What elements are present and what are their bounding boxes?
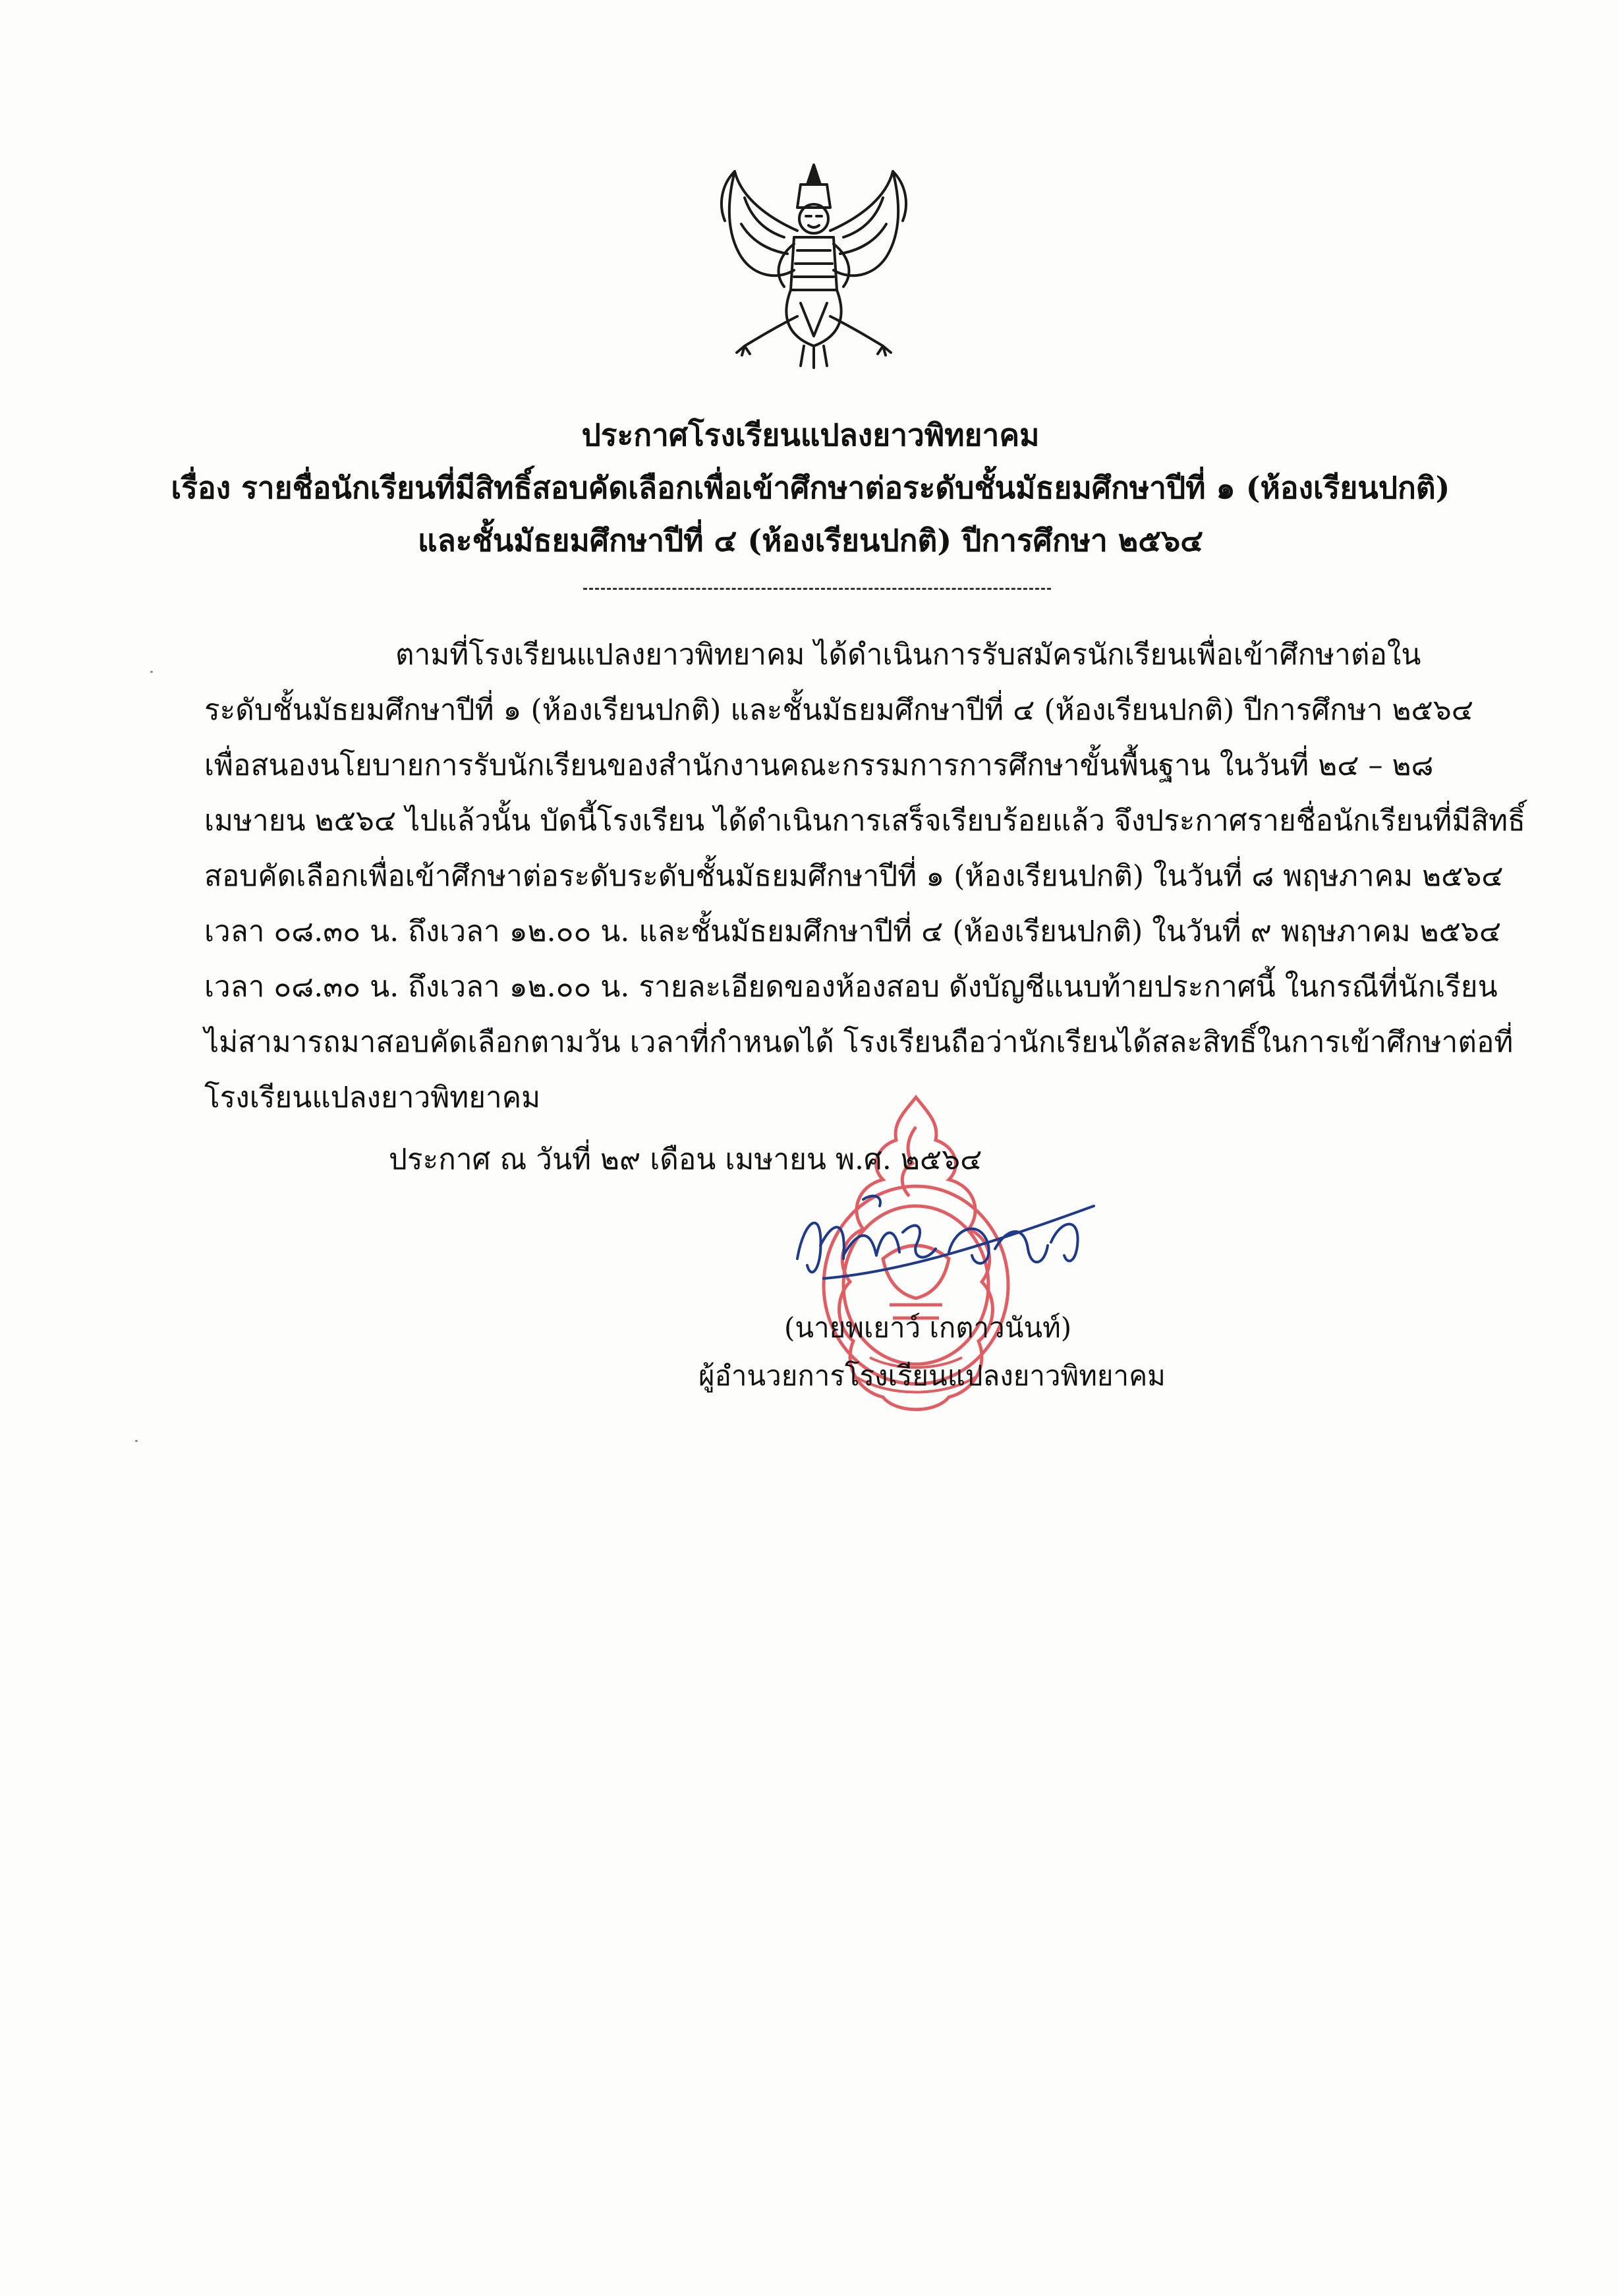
body-line-5: สอบคัดเลือกเพื่อเข้าศึกษาต่อระดับระดับชั้นมัธยมศึกษาปีที่ ๑ (ห้องเรียนปกติ) ในวันที่ ๘ พฤษภาคม ๒๕๖๔ [204, 859, 1504, 893]
body-line-3: เพื่อสนองนโยบายการรับนักเรียนของสำนักงานคณะกรรมการการศึกษาขั้นพื้นฐาน ในวันที่ ๒๔ – ๒๘ [204, 749, 1434, 782]
body-line-9: โรงเรียนแปลงยาวพิทยาคม [204, 1081, 541, 1114]
signature-icon [784, 1180, 1114, 1305]
scan-speck [135, 1440, 138, 1442]
announcement-subject: เรื่อง รายชื่อนักเรียนที่มีสิทธิ์สอบคัดเลือกเพื่อเข้าศึกษาต่อระดับชั้นมัธยมศึกษาปีที่ ๑ (ห้องเรียนปกติ) [171, 470, 1450, 505]
divider [583, 588, 1051, 590]
body-line-8: ไม่สามารถมาสอบคัดเลือกตามวัน เวลาที่กำหนดได้ โรงเรียนถือว่านักเรียนได้สละสิทธิ์ในการเข้าศึกษาต่อที่ [204, 1025, 1514, 1059]
announcement-subject-continued: และชั้นมัธยมศึกษาปีที่ ๔ (ห้องเรียนปกติ) ปีการศึกษา ๒๕๖๔ [417, 523, 1204, 558]
body-line-6: เวลา ๐๘.๓๐ น. ถึงเวลา ๑๒.๐๐ น. และชั้นมัธยมศึกษาปีที่ ๔ (ห้องเรียนปกติ) ในวันที่ ๙ พฤษภาคม ๒๕๖๔ [204, 915, 1502, 948]
body-line-1: ตามที่โรงเรียนแปลงยาวพิทยาคม ได้ดำเนินการรับสมัครนักเรียนเพื่อเข้าศึกษาต่อใน [395, 638, 1421, 672]
signatory-title: ผู้อำนวยการโรงเรียนแปลงยาวพิทยาคม [698, 1360, 1166, 1392]
announcement-title: ประกาศโรงเรียนแปลงยาวพิทยาคม [581, 417, 1040, 453]
body-line-7: เวลา ๐๘.๓๐ น. ถึงเวลา ๑๒.๐๐ น. รายละเอียดของห้องสอบ ดังบัญชีแนบท้ายประกาศนี้ ในกรณีที่นักเรียน [204, 970, 1498, 1004]
scan-speck [150, 671, 153, 673]
garuda-emblem-icon [715, 158, 913, 376]
signatory-name: (นายพเยาว์ เกตาวนันท์) [784, 1311, 1072, 1344]
body-line-4: เมษายน ๒๕๖๔ ไปแล้วนั้น บัดนี้โรงเรียน ได้ดำเนินการเสร็จเรียบร้อยแล้ว จึงประกาศรายชื่อนักเรียนที่มีสิทธิ์ [204, 804, 1526, 838]
announcement-date: ประกาศ ณ วันที่ ๒๙ เดือน เมษายน พ.ศ. ๒๕๖๔ [389, 1143, 982, 1176]
body-line-2: ระดับชั้นมัธยมศึกษาปีที่ ๑ (ห้องเรียนปกติ) และชั้นมัธยมศึกษาปีที่ ๔ (ห้องเรียนปกติ) ปีการศึกษา ๒๕๖๔ [204, 693, 1474, 727]
